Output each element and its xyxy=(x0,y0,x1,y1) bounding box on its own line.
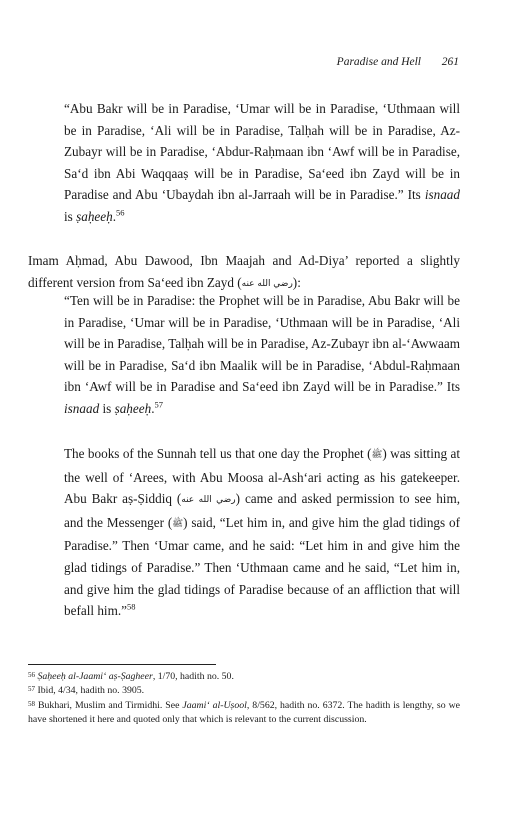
honorific-glyph: ﷺ xyxy=(371,450,383,460)
footnote-text: , 1/70, hadith no. 50. xyxy=(152,671,234,682)
footnote-number: 58 xyxy=(28,699,35,708)
hadith-quote-2 xyxy=(64,290,460,420)
page-number: 261 xyxy=(441,56,459,68)
footnote-text: Bukhari, Muslim and Tirmidhi. See xyxy=(37,699,183,711)
honorific-glyph: ﷺ xyxy=(172,518,184,529)
footnote-ref-56[interactable]: 56 xyxy=(116,207,125,218)
intro-text: Imam Aḥmad, Abu Dawood, Ibn Maajah and Ad-Diya’ reported a slightly different version from Sa‘eed ibn Zayd ( xyxy=(28,253,460,290)
isnaad-term: isnaad xyxy=(424,187,460,203)
story-text-4: ) said, “Let him in, and give him the glad tidings of Paradise.” Then ‘Umar came, and he said: “Let him in and give him the glad tidings of Paradise.” Then ‘Uthmaan came and he said, “Let him in, and give him the glad tidings of Paradise because of an affliction that will befall him.” xyxy=(64,514,460,619)
isnaad-term: isnaad xyxy=(64,400,100,416)
intro-paragraph xyxy=(28,250,460,295)
footnote-ref-57[interactable]: 57 xyxy=(154,399,163,410)
footnote-text: Ibid, 4/34, hadith no. 3905. xyxy=(37,685,145,697)
intro-end: ): xyxy=(292,274,301,290)
footnote-58 xyxy=(28,699,460,728)
quote-connector: is xyxy=(64,208,77,224)
footnote-number: 57 xyxy=(28,685,35,694)
footnote-title: Ṣaḥeeḥ al-Jaami‘ aṣ-Ṣagheer xyxy=(37,671,153,682)
honorific-glyph: رضي الله عنه xyxy=(241,278,293,289)
footnote-56 xyxy=(28,670,460,684)
footnote-ref-58[interactable]: 58 xyxy=(126,601,136,612)
footnote-title: Jaami‘ al-Uṣool xyxy=(182,699,247,711)
honorific-glyph: رضي الله عنه xyxy=(181,495,236,506)
footnote-57 xyxy=(28,684,460,698)
quote-text: “Abu Bakr will be in Paradise, ‘Umar will be in Paradise, ‘Uthmaan will be in Paradise, ‘Ali will be in Paradise, Talḥah will be in Paradise, Az-Zubayr will be in Paradise, ‘Abdur-Raḥmaan ibn ‘Awf will be in Paradise, Sa‘d ibn Abi Waqqaaṣ will be in Paradise, Sa‘eed ibn Zayd will be in Paradise and Abu ‘Ubaydah ibn al-Jarraah will be in Paradise.” Its xyxy=(64,101,460,203)
quote-connector: is xyxy=(99,400,115,416)
period: . xyxy=(151,400,155,416)
running-title: Paradise and Hell xyxy=(336,56,421,68)
grade-term: ṣaḥeeḥ xyxy=(114,400,152,416)
period: . xyxy=(112,208,117,224)
footnote-number: 56 xyxy=(28,671,35,679)
running-header xyxy=(0,54,519,74)
story-text-2: ) was sitting at the well of ‘Arees, with Abu Moosa al-Ash‘ari acting as his gatekeeper. Abu Bakr aṣ-Ṣiddiq ( xyxy=(64,446,460,507)
hadith-quote-1 xyxy=(64,98,460,228)
story-text-1: The books of the Sunnah tell us that one day the Prophet ( xyxy=(64,446,372,461)
story-paragraph xyxy=(64,443,460,622)
footnotes xyxy=(28,670,460,727)
quote-text: “Ten will be in Paradise: the Prophet will be in Paradise, Abu Bakr will be in Paradise, ‘Umar will be in Paradise, ‘Uthmaan will be in Paradise, ‘Ali will be in Paradise, Talḥah will be in Paradise, Az-Zubayr ibn al-‘Awwaam will be in Paradise, Sa‘d ibn Maalik will be in Paradise, ‘Abdul-Raḥmaan ibn ‘Awf will be in Paradise and Sa‘eed ibn Zayd will be in Paradise.” Its xyxy=(64,293,460,395)
grade-term: ṣaḥeeḥ xyxy=(76,208,113,224)
footnote-text: , 8/562, hadith no. 6372. The hadith is lengthy, so we have shortened it here and quoted only that which is relevant to the current discussion. xyxy=(28,699,460,725)
footnote-divider xyxy=(28,664,216,665)
story-text-3: ) came and asked permission to see him, and the Messenger ( xyxy=(64,491,461,530)
